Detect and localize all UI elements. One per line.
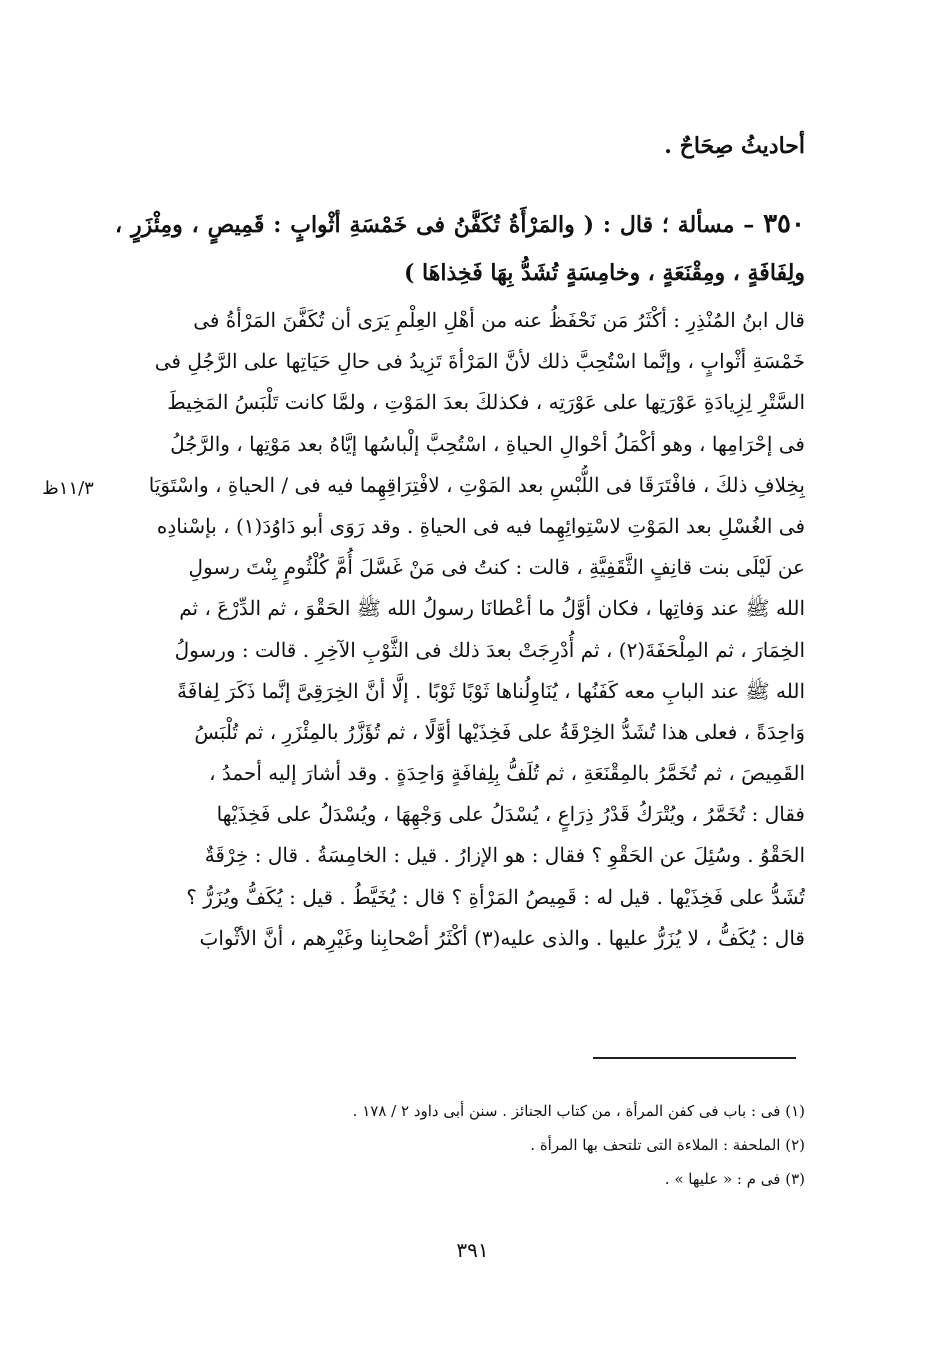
manuscript-margin-reference: ١١/٣ظ [42,478,94,499]
body-line: السَّتْرِ لِزِيادَةِ عَوْرَتِها على عَوْرَتِه ، فكذلكَ بعدَ المَوْتِ ، ولمَّا كانت تَلْبَسُ المَخِيطَ [167,390,805,415]
body-line: فى إحْرَامِها ، وهو أكْمَلُ أحْوالِ الحياةِ ، اسْتُحِبَّ إلْباسُها إيَّاهُ بعد مَوْتِها ، والرَّجُلُ [170,431,805,456]
issue-heading [115,200,805,297]
issue-number: ٣٥٠ [763,209,805,239]
footnote: (٣) فى م : « عليها » . [664,1170,805,1188]
body-line: الحَقْوُ . وسُئِلَ عن الحَقْوِ ؟ فقال : هو الإزارُ . قيل : الخامِسَةُ . قال : خِرْقَةٌ [204,843,805,868]
body-line: وَاحِدَةً ، فعلى هذا تُشَدُّ الخِرْقَةُ على فَخِذَيْها أوَّلًا ، ثم تُؤَزَّرُ بالمِئْزَرِ ، ثم تُلْبَسُ [194,719,805,744]
footnote-divider [593,1057,796,1059]
body-line: قال : يُكَفُّ ، لا يُزَرُّ عليها . والذى عليه(٣) أكْثَرُ أصْحابِنا وغَيْرِهم ، أنَّ الأثْوابَ [199,925,805,950]
body-line: الله ﷺ عند البابِ معه كَفَنُها ، يُنَاوِلُناها ثَوْبًا ثَوْبًا . إلَّا أنَّ الخِرَقِىَّ إنَّما ذَكَرَ لِفافَةً [176,678,805,703]
body-line: تُشَدُّ على فَخِذَيْها . قيل له : قَمِيصُ المَرْأةِ ؟ قال : يُخَيَّطُ . قيل : يُكَفُّ ويُزَرُّ ؟ [186,884,805,909]
footnotes [115,1102,805,1204]
body-line: بِخِلافِ ذلكَ ، فافْتَرَقَا فى اللُّبْسِ بعد المَوْتِ ، لافْتِرَاقِهِما فيه فى / الحياةِ ، واسْتَوَيَا [148,472,805,497]
page-number: ٣٩١ [456,1238,489,1262]
issue-text: – مسألة ؛ قال : ( والمَرْأَةُ تُكَفَّنُ فى خَمْسَةِ أثْوابٍ : قَمِيصٍ ، ومِئْزَرٍ ، ولِفَافَةٍ ، ومِقْنَعَةٍ ، وخامِسَةٍ تُشَدُّ بِهَا فَخِذاهَا ) [115,212,805,286]
footnote: (١) فى : باب فى كفن المرأة ، من كتاب الجنائز . سنن أبى داود ٢ / ١٧٨ . [352,1102,805,1120]
body-text [115,300,805,959]
body-line: خَمْسَةِ أثْوابٍ ، وإنَّما اسْتُحِبَّ ذلك لأنَّ المَرْأةَ تَزِيدُ فى حالِ حَيَاتِها على الرَّجُلِ فى [154,349,805,374]
body-line: فى الغُسْلِ بعد المَوْتِ لاسْتِوائِهِما فيه فى الحياةِ . وقد رَوَى أبو دَاوُدَ(١) ، بإسْنادِه [156,513,805,538]
body-line: عن لَيْلَى بنت قانِفٍ الثَّقَفِيَّةِ ، قالت : كنتُ فى مَنْ غَسَّلَ أُمَّ كُلْثُومٍ بِنْتَ رسولِ [188,555,805,580]
body-line: فقال : تُخَمَّرُ ، ويُتْرَكُ قَدْرُ ذِرَاعٍ ، يُسْدَلُ على وَجْهِهَا ، ويُسْدَلُ على فَخِذَيْها [216,802,805,827]
body-line: الخِمَارَ ، ثم المِلْحَفَةَ(٢) ، ثم أُدْرِجَتْ بعدَ ذلك فى الثَّوْبِ الآخِرِ . قالت : ورسولُ [174,637,805,662]
body-line: قال ابنُ المُنْذِرِ : أكْثَرُ مَن نَحْفَظُ عنه من أهْلِ العِلْمِ يَرَى أن تُكَفَّنَ المَرْأةُ فى [193,308,805,332]
body-line: القَمِيصَ ، ثم تُخَمَّرُ بالمِقْنَعَةِ ، ثم تُلَفُّ بِلِفافَةٍ وَاحِدَةٍ . وقد أشارَ إليه أحمدُ ، [209,761,805,786]
intro-line: أحاديثُ صِحَاحٌ . [664,133,805,159]
body-line: الله ﷺ عند وَفاتِها ، فكان أوَّلُ ما أعْطانَا رسولُ الله ﷺ الحَقْوَ ، ثم الدِّرْعَ ، ثم [179,596,805,621]
footnote: (٢) الملحفة : الملاءة التى تلتحف بها المرأة . [530,1136,805,1154]
